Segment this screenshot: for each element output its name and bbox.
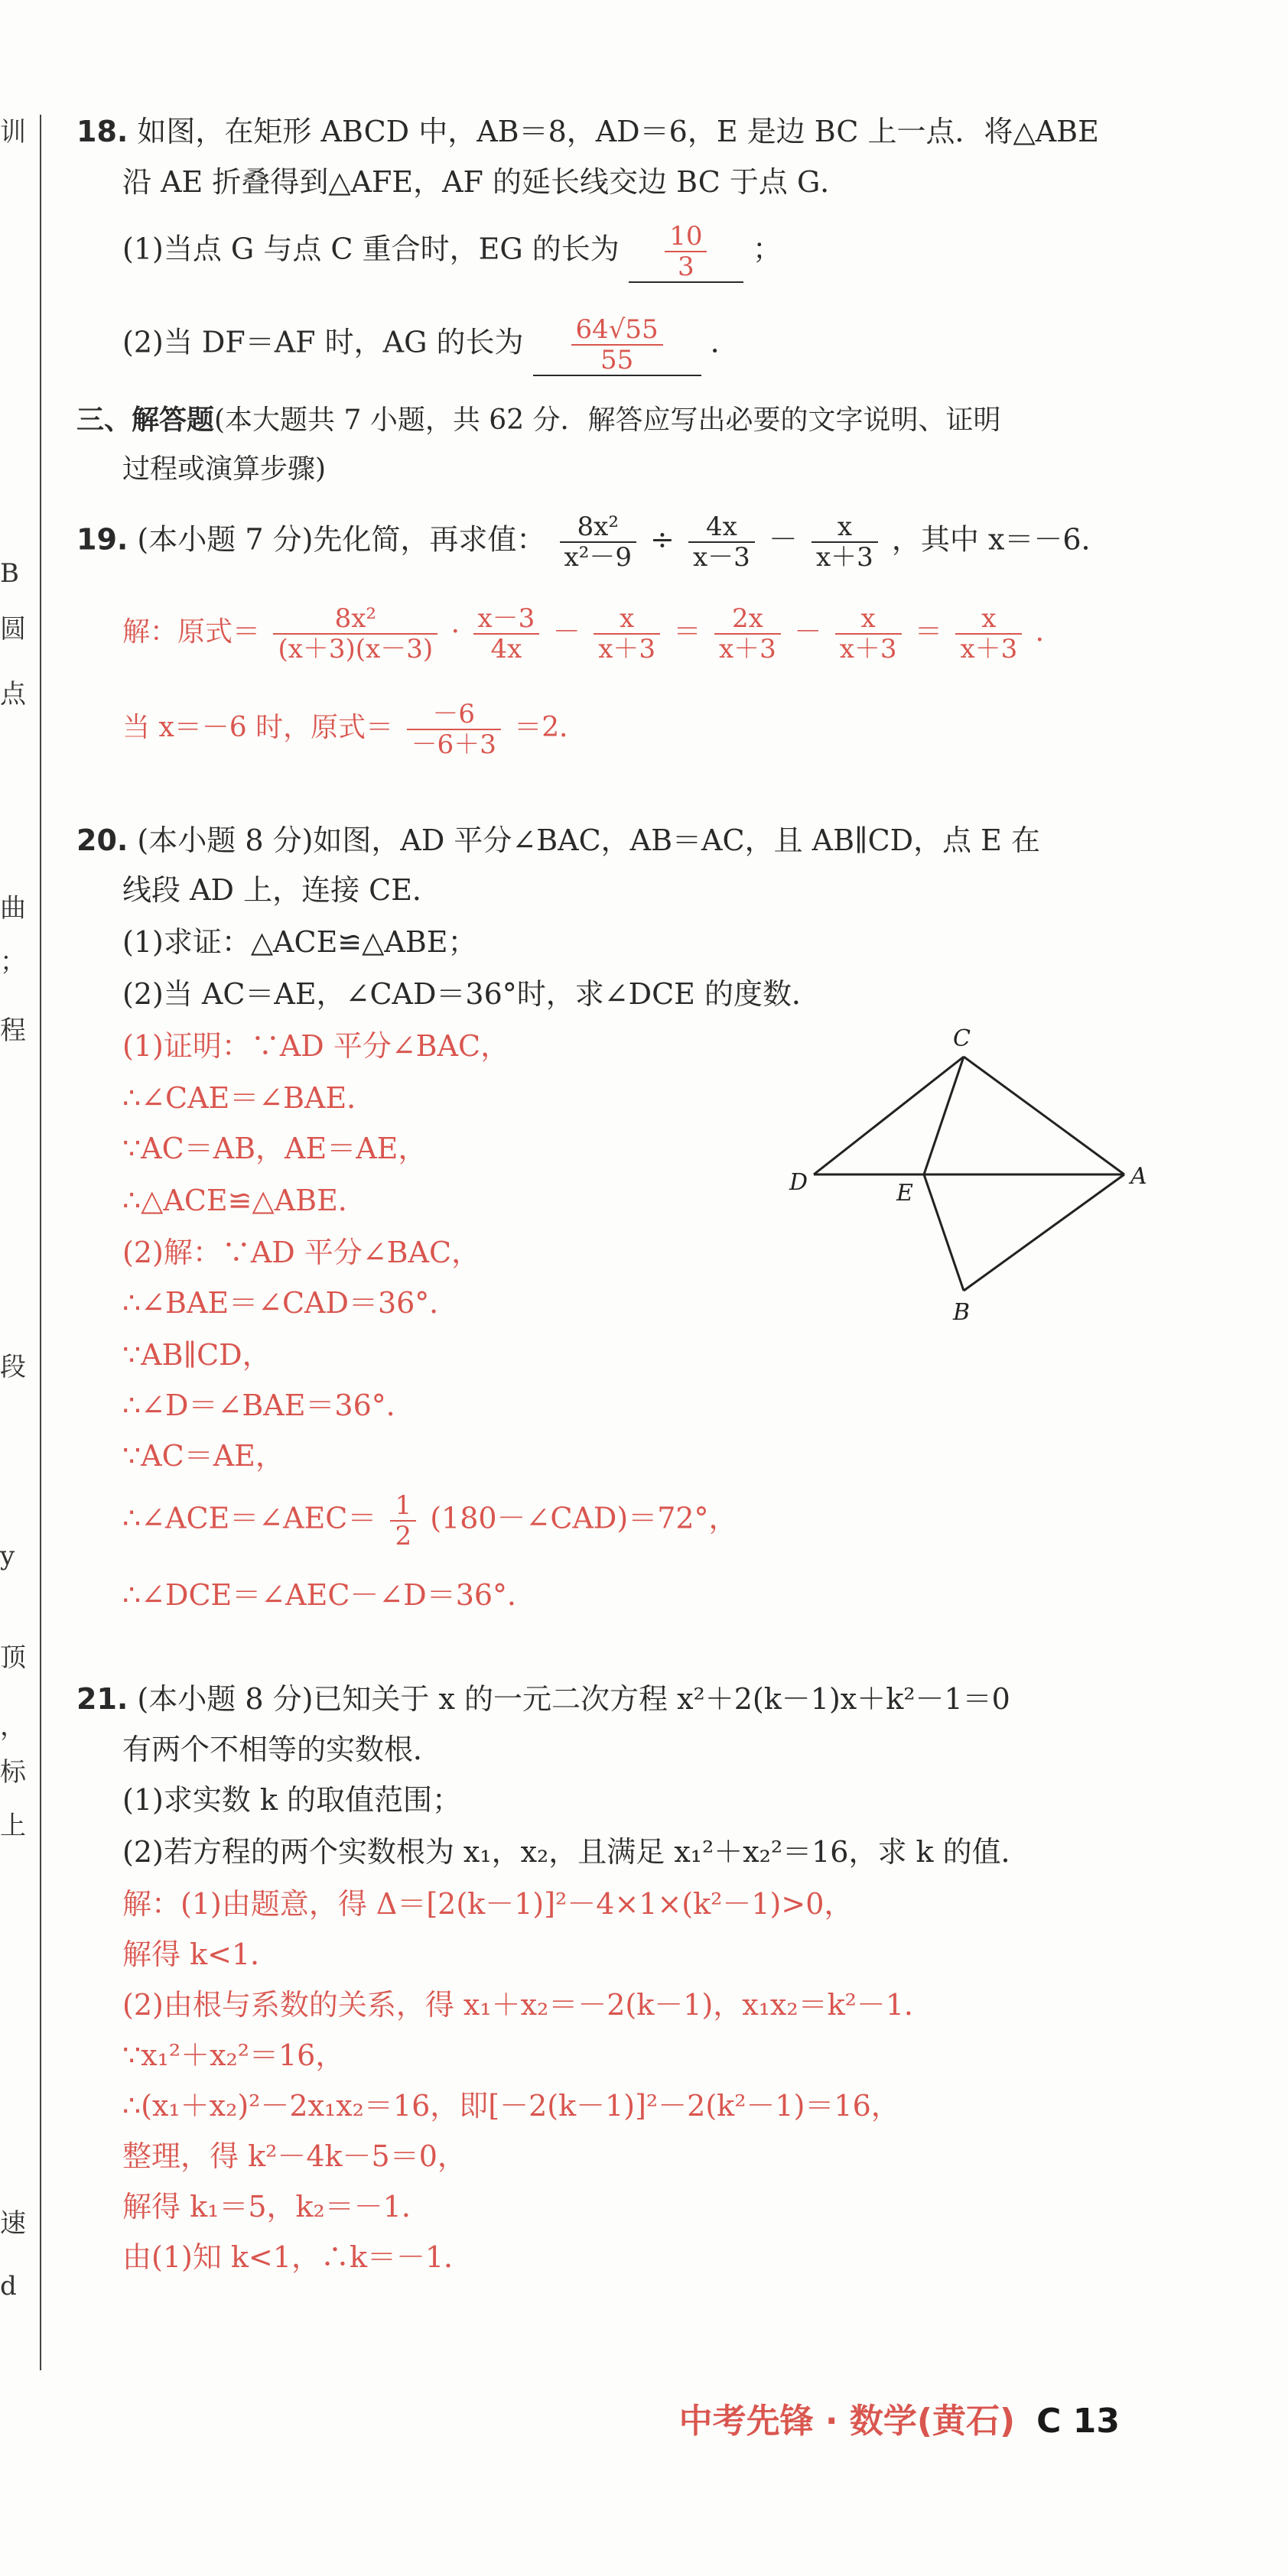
minus-sign: － (768, 522, 798, 557)
fraction-numerator: x (835, 604, 902, 635)
answer-tail: (180－∠CAD)＝72°， (430, 1501, 738, 1535)
fraction-denominator: x＋3 (718, 634, 776, 664)
edge-char: 训 (0, 117, 26, 148)
section3-title: 三、解答题 (76, 404, 215, 436)
fraction-numerator: x (812, 512, 878, 543)
page-footer (679, 2393, 1120, 2442)
segment-ce (924, 1057, 964, 1174)
edge-char: ； (0, 947, 26, 977)
fraction-numerator: 64√55 (571, 315, 663, 346)
section3-header (76, 401, 1001, 439)
answer-lead: 当 x＝－6 时，原式＝ (122, 712, 394, 743)
fraction-denominator: x＋3 (839, 634, 897, 664)
q20-ans-0: (1)证明：∵AD 平分∠BAC， (122, 1029, 510, 1063)
q21-ans-4: ∴(x₁＋x₂)²－2x₁x₂＝16，即[－2(k－1)]²－2(k²－1)＝16， (122, 2089, 900, 2123)
dot-sign: · (450, 616, 460, 648)
segment-eb (924, 1174, 964, 1291)
fraction-numerator: x (955, 604, 1022, 635)
fraction-denominator: x²－9 (564, 542, 632, 573)
q21-number: 21. (76, 1682, 128, 1716)
q21-line4: (2)若方程的两个实数根为 x₁，x₂，且满足 x₁²＋x₂²＝16，求 k 的值． (122, 1835, 1030, 1869)
q18-part1 (122, 222, 782, 283)
margin-rule (40, 115, 41, 2370)
q20-ans-6: ∵AB∥CD， (122, 1338, 272, 1372)
fraction-denominator: x＋3 (960, 634, 1018, 664)
segment-ca (964, 1057, 1124, 1174)
q19-frac1 (560, 512, 636, 572)
answer-lead: ∴∠ACE＝∠AEC＝ (122, 1501, 377, 1535)
q21-ans-5: 整理，得 k²－4k－5＝0， (122, 2139, 467, 2173)
equals-sign: ＝ (673, 616, 701, 648)
q21-ans-6: 解得 k₁＝5，k₂＝－1． (122, 2190, 431, 2224)
label-c: C (953, 1025, 971, 1052)
q19-number: 19. (76, 522, 128, 557)
q21-ans-2: (2)由根与系数的关系，得 x₁＋x₂＝－2(k－1)，x₁x₂＝k²－1． (122, 1988, 934, 2022)
fraction-denominator: (x＋3)(x－3) (278, 634, 434, 664)
q18-part2-end: ． (710, 325, 740, 359)
q20-line3: (1)求证：△ACE≌△ABE； (122, 925, 477, 959)
page-number: C 13 (1036, 2402, 1120, 2441)
divide-sign: ÷ (650, 522, 675, 557)
edge-char: B (0, 558, 19, 589)
fraction-denominator: 2 (395, 1521, 412, 1551)
edge-char: 程 (0, 1015, 26, 1046)
segment-ba (964, 1174, 1124, 1291)
q20-ans-1: ∴∠CAE＝∠BAE． (122, 1081, 376, 1115)
q19-line (76, 512, 1111, 572)
edge-char: d (0, 2271, 17, 2302)
fraction-numerator: 4x (688, 512, 755, 543)
q19-frac3 (812, 512, 878, 572)
fraction-denominator: x＋3 (816, 542, 873, 573)
label-b: B (953, 1299, 971, 1326)
q19-head: (本小题 7 分)先化简，再求值： (137, 522, 546, 557)
minus-sign: － (794, 616, 822, 648)
fraction-numerator: 2x (714, 604, 781, 635)
footer-title: 中考先锋 · 数学(黄石) (678, 2402, 1016, 2441)
q21-line2: 有两个不相等的实数根． (122, 1733, 443, 1766)
fraction-numerator: 8x² (273, 604, 437, 635)
edge-char: 曲 (0, 893, 26, 924)
answer-frac (835, 604, 902, 664)
q20-ans-2: ∵AC＝AB，AE＝AE， (122, 1132, 428, 1165)
answer-frac (594, 604, 660, 664)
q18-part1-text: (1)当点 G 与点 C 重合时，EG 的长为 (122, 232, 620, 266)
fraction-numerator: x－3 (473, 604, 540, 635)
equals-sign: ＝ (914, 616, 942, 648)
q20-number: 20. (76, 823, 128, 857)
fraction-numerator: －6 (407, 700, 501, 730)
answer-frac (955, 604, 1022, 664)
q19-frac2 (688, 512, 755, 572)
label-a: A (1130, 1163, 1147, 1190)
q21-ans-7: 由(1)知 k<1，∴k＝－1． (122, 2240, 473, 2274)
fraction-denominator: x－3 (692, 542, 750, 573)
fraction-denominator: 4x (490, 634, 522, 664)
q18-line2: 沿 AE 折叠得到△AFE，AF 的延长线交边 BC 于点 G． (122, 165, 850, 199)
answer-frac (390, 1491, 416, 1551)
fraction-numerator: 1 (390, 1491, 416, 1522)
edge-char: 顶 (0, 1642, 26, 1673)
edge-char: 圆 (0, 614, 26, 645)
edge-char: ， (0, 1711, 26, 1742)
answer-lead: 解：原式＝ (122, 616, 261, 648)
q20-figure (780, 1017, 1163, 1338)
q18-part2-text: (2)当 DF＝AF 时，AG 的长为 (122, 325, 524, 359)
q18-text-1: 如图，在矩形 ABCD 中，AB＝8，AD＝6，E 是边 BC 上一点．将△ABE (137, 115, 1099, 148)
q20-line2: 线段 AD 上，连接 CE． (122, 873, 441, 907)
q20-ans-frac-line (122, 1491, 738, 1551)
q21-line1 (76, 1681, 1010, 1717)
q18-part1-answer (629, 222, 743, 283)
edge-char: 上 (0, 1811, 26, 1841)
q20-ans-3: ∴△ACE≌△ABE． (122, 1184, 367, 1217)
edge-char: 标 (0, 1757, 26, 1788)
q20-line4: (2)当 AC＝AE，∠CAD＝36°时，求∠DCE 的度数． (122, 977, 821, 1011)
q18-line1 (76, 113, 1099, 150)
edge-char: 点 (0, 679, 26, 710)
label-e: E (896, 1180, 913, 1207)
fraction-denominator: －6＋3 (411, 729, 496, 760)
q20-ans-5: ∴∠BAE＝∠CAD＝36°． (122, 1286, 459, 1320)
answer-end: ＝2． (514, 712, 587, 743)
edge-char: 段 (0, 1352, 26, 1382)
section3-desc1: (本大题共 7 小题，共 62 分．解答应写出必要的文字说明、证明 (214, 404, 1001, 436)
segment-dc (814, 1057, 964, 1174)
fraction-denominator: x＋3 (598, 634, 656, 664)
q20-line1 (76, 822, 1040, 859)
answer-end: ． (1035, 616, 1063, 648)
q21-ans-3: ∵x₁²＋x₂²＝16， (122, 2038, 345, 2072)
q19-answer-2 (122, 700, 587, 759)
fraction-denominator: 55 (600, 345, 634, 375)
q20-ans-last: ∴∠DCE＝∠AEC－∠D＝36°． (122, 1578, 537, 1612)
section3-desc2: 过程或演算步骤) (122, 453, 327, 485)
answer-frac (473, 604, 540, 664)
fraction-denominator: 3 (678, 252, 694, 282)
q18-part1-fraction (665, 222, 707, 281)
q20-text-1: (本小题 8 分)如图，AD 平分∠BAC，AB＝AC，且 AB∥CD，点 E 在 (137, 823, 1041, 857)
q18-part2-answer (533, 315, 701, 376)
q18-part2-fraction (571, 315, 663, 375)
q20-ans-4: (2)解：∵AD 平分∠BAC， (122, 1236, 481, 1269)
q21-ans-0: 解：(1)由题意，得 Δ＝[2(k－1)]²－4×1×(k²－1)>0， (122, 1887, 854, 1921)
fraction-numerator: x (594, 604, 660, 635)
q19-tail: ，其中 x＝－6． (891, 522, 1111, 557)
q21-text-1: (本小题 8 分)已知关于 x 的一元二次方程 x²＋2(k－1)x＋k²－1＝0 (137, 1682, 1010, 1716)
fraction-numerator: 8x² (560, 512, 636, 543)
q21-line3: (1)求实数 k 的取值范围； (122, 1783, 462, 1817)
q21-ans-1: 解得 k<1． (122, 1938, 280, 1971)
q20-ans-8: ∵AC＝AE， (122, 1439, 285, 1473)
label-d: D (789, 1169, 808, 1196)
answer-frac (407, 700, 501, 759)
edge-char: y (0, 1541, 15, 1571)
q18-number: 18. (76, 115, 128, 148)
edge-char: 速 (0, 2208, 26, 2239)
answer-frac (273, 604, 437, 664)
q20-ans-7: ∴∠D＝∠BAE＝36°． (122, 1389, 415, 1422)
q18-part1-end: ； (752, 232, 782, 266)
fraction-numerator: 10 (665, 222, 707, 252)
answer-frac (714, 604, 781, 664)
minus-sign: － (552, 616, 581, 648)
q18-part2 (122, 315, 740, 376)
q19-answer-1 (122, 604, 1063, 664)
